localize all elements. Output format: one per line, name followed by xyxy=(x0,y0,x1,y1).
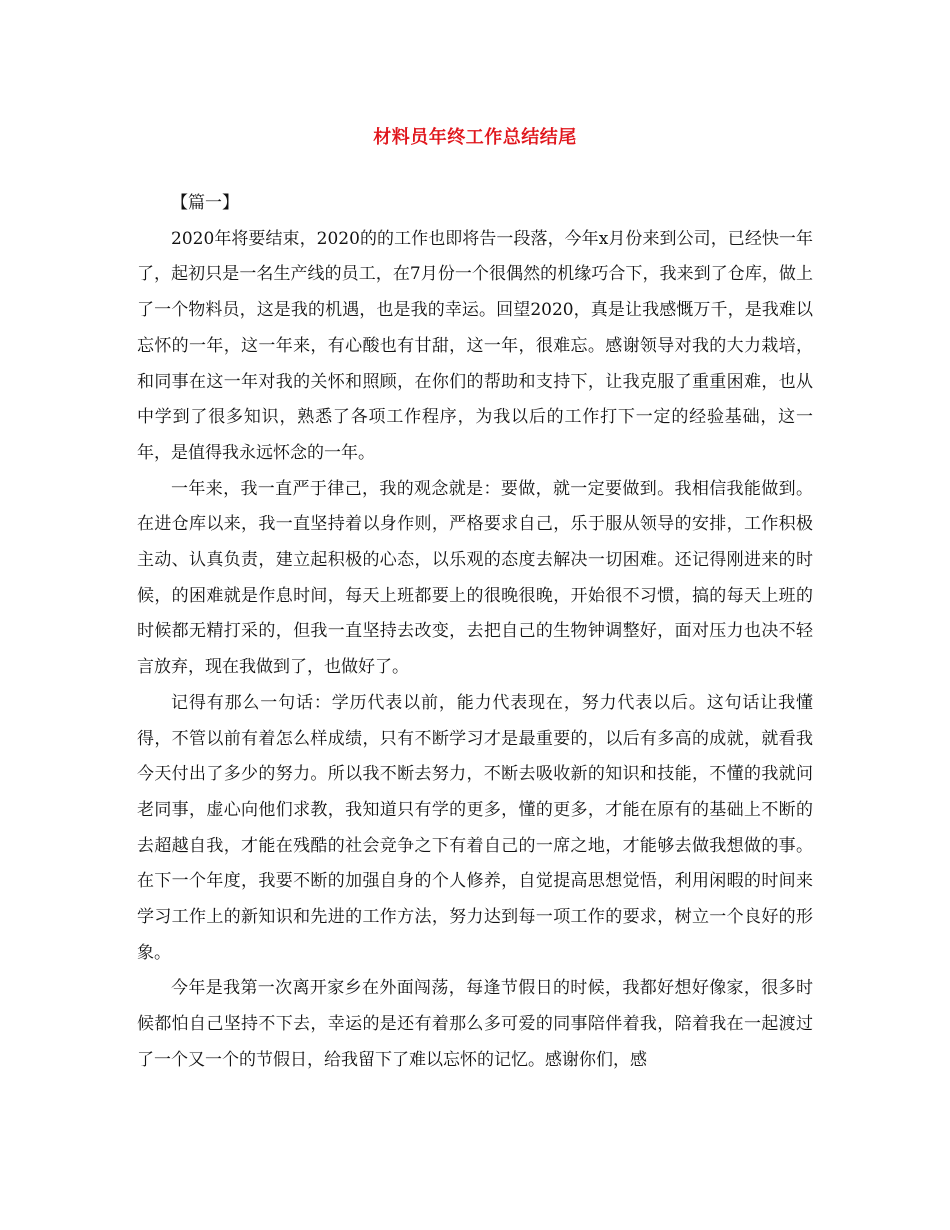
paragraph-1: 2020年将要结束，2020的的工作也即将告一段落，今年x月份来到公司，已经快一年了，起初只是一名生产线的员工，在7月份一个很偶然的机缘巧合下，我来到了仓库，做上了一个物料员，这是我的机遇，也是我的幸运。回望2020，真是让我感慨万千，是我难以忘怀的一年，这一年来，有心酸也有甘甜，这一年，很难忘。感谢领导对我的大力栽培，和同事在这一年对我的关怀和照顾，在你们的帮助和支持下，让我克服了重重困难，也从中学到了很多知识，熟悉了各项工作程序，为我以后的工作打下一定的经验基础，这一年，是值得我永远怀念的一年。 xyxy=(137,228,813,463)
document-title: 材料员年终工作总结结尾 xyxy=(373,127,577,148)
paragraph-2: 一年来，我一直严于律己，我的观念就是：要做，就一定要做到。我相信我能做到。在进仓库以来，我一直坚持着以身作则，严格要求自己，乐于服从领导的安排，工作积极主动、认真负责，建立起积极的心态，以乐观的态度去解决一切困难。还记得刚进来的时候，的困难就是作息时间，每天上班都要上的很晚很晚，开始很不习惯，搞的每天上班的时候都无精打采的，但我一直坚持去改变，去把自己的生物钟调整好，面对压力也决不轻言放弃，现在我做到了，也做好了。 xyxy=(137,478,813,678)
paragraph-4: 今年是我第一次离开家乡在外面闯荡，每逢节假日的时候，我都好想好像家，很多时候都怕自己坚持不下去，幸运的是还有着那么多可爱的同事陪伴着我，陪着我在一起渡过了一个又一个的节假日，给我留下了难以忘怀的记忆。感谢你们，感 xyxy=(137,978,813,1070)
paragraph-3: 记得有那么一句话：学历代表以前，能力代表现在，努力代表以后。这句话让我懂得，不管以前有着怎么样成绩，只有不断学习才是最重要的，以后有多高的成就，就看我今天付出了多少的努力。所以我不断去努力，不断去吸收新的知识和技能，不懂的我就问老同事，虚心向他们求教，我知道只有学的更多，懂的更多，才能在原有的基础上不断的去超越自我，才能在残酷的社会竞争之下有着自己的一席之地，才能够去做我想做的事。在下一个年度，我要不断的加强自身的个人修养，自觉提高思想觉悟，利用闲暇的时间来学习工作上的新知识和先进的工作方法，努力达到每一项工作的要求，树立一个良好的形象。 xyxy=(137,692,813,963)
document-body xyxy=(137,186,813,1079)
section-label: 【篇一】 xyxy=(171,193,239,213)
